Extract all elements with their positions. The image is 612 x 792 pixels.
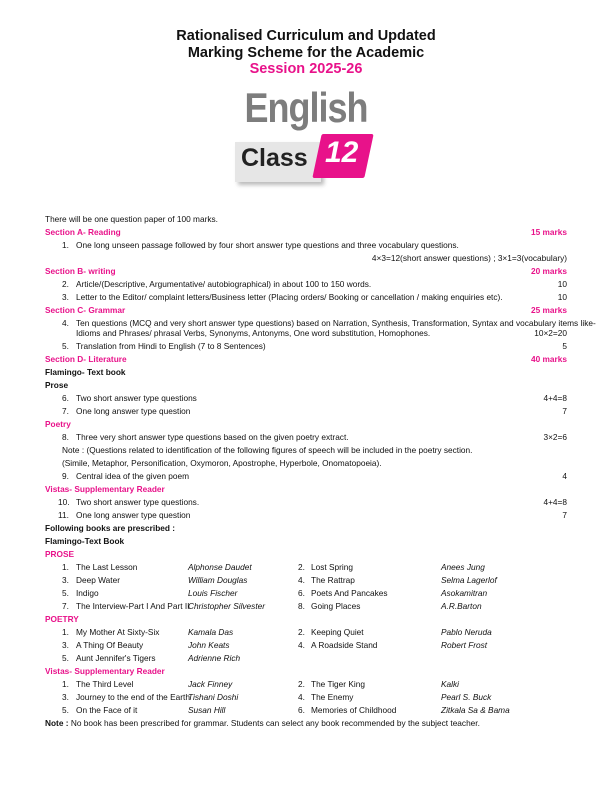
book-number: 2.: [298, 627, 305, 637]
question-6-marks: 4+4=8: [543, 393, 567, 403]
book-title: The Enemy: [311, 692, 354, 702]
question-8-marks: 3×2=6: [543, 432, 567, 442]
flamingo-textbook-heading: Flamingo-Text Book: [45, 536, 125, 546]
book-title: A Thing Of Beauty: [76, 640, 144, 650]
q-number: 10.: [58, 497, 70, 507]
flamingo-heading: Flamingo- Text book: [45, 367, 126, 377]
book-title: Deep Water: [76, 575, 120, 585]
book-title: Journey to the end of the Earth: [76, 692, 190, 702]
poetry-list-heading: POETRY: [45, 614, 79, 624]
book-author: Susan Hill: [188, 705, 226, 715]
book-author: Anees Jung: [441, 562, 485, 572]
book-number: 4.: [298, 692, 305, 702]
book-author: Louis Fischer: [188, 588, 238, 598]
book-author: Christopher Silvester: [188, 601, 266, 611]
book-author: Pablo Neruda: [441, 627, 492, 637]
book-title: My Mother At Sixty-Six: [76, 627, 160, 637]
book-title: Keeping Quiet: [311, 627, 364, 637]
question-9: Central idea of the given poem: [76, 471, 190, 481]
class-number: 12: [325, 136, 359, 169]
question-1: One long unseen passage followed by four short answer type questions and three vocabulary questions.: [76, 240, 459, 250]
class-label: Class: [241, 144, 308, 172]
question-4-line-1: Ten questions (MCQ and very short answer type questions) based on Narration, Synthesis, Transformation, Syntax and vocabulary items like-: [76, 318, 596, 328]
book-title: The Last Lesson: [76, 562, 138, 572]
question-5-marks: 5: [562, 341, 567, 351]
title-line-2: Marking Scheme for the Academic: [187, 44, 425, 61]
poetry-heading: Poetry: [45, 419, 71, 429]
title-block: [0, 28, 612, 61]
book-author: Pearl S. Buck: [441, 692, 492, 702]
q-number: 1.: [62, 240, 69, 250]
book-author: Jack Finney: [188, 679, 233, 689]
book-number: 3.: [62, 692, 69, 702]
q-number: 5.: [62, 341, 69, 351]
section-a-marks: 15 marks: [531, 227, 567, 237]
book-number: 8.: [298, 601, 305, 611]
book-number: 5.: [62, 653, 69, 663]
book-author: Zitkala Sa & Bama: [441, 705, 510, 715]
question-9-marks: 4: [562, 471, 567, 481]
question-6: Two short answer type questions: [76, 393, 197, 403]
book-number: 2.: [298, 562, 305, 572]
book-title: The Tiger King: [311, 679, 365, 689]
final-note-label: Note :: [45, 718, 69, 728]
book-title: Aunt Jennifer's Tigers: [76, 653, 156, 663]
book-title: Lost Spring: [311, 562, 353, 572]
book-number: 3.: [62, 640, 69, 650]
prose-heading: Prose: [45, 380, 69, 390]
q-number: 11.: [58, 510, 69, 520]
book-title: The Rattrap: [311, 575, 355, 585]
book-number: 1.: [62, 562, 69, 572]
book-number: 1.: [62, 627, 69, 637]
section-b-marks: 20 marks: [531, 266, 567, 276]
session-title: Session 2025-26: [249, 61, 363, 77]
section-c-title: Section C- Grammar: [45, 305, 126, 315]
question-11: One long answer type question: [76, 510, 191, 520]
books-heading: Following books are prescribed :: [45, 523, 176, 533]
prose-list-heading: PROSE: [45, 549, 75, 559]
book-title: On the Face of it: [76, 705, 138, 715]
q-number: 7.: [62, 406, 69, 416]
q-number: 6.: [62, 393, 69, 403]
book-author: Kalki: [441, 679, 459, 689]
poetry-note-2: (Simile, Metaphor, Personification, Oxymoron, Apostrophe, Hyperbole, Onomatopoeia).: [62, 458, 382, 468]
book-number: 3.: [62, 575, 69, 585]
section-c-marks: 25 marks: [531, 305, 567, 315]
book-author: A.R.Barton: [441, 601, 482, 611]
section-b-title: Section B- writing: [45, 266, 116, 276]
book-number: 6.: [298, 588, 305, 598]
book-author: Robert Frost: [441, 640, 488, 650]
book-number: 4.: [298, 640, 305, 650]
book-author: Tishani Doshi: [188, 692, 239, 702]
book-number: 2.: [298, 679, 305, 689]
question-11-marks: 7: [562, 510, 567, 520]
book-title: Going Places: [311, 601, 361, 611]
subject-title: English: [244, 84, 368, 132]
question-5: Translation from Hindi to English (7 to 8 Sentences): [76, 341, 266, 351]
book-author: Selma Lagerlof: [441, 575, 497, 585]
poetry-note-1: Note : (Questions related to identification of the following figures of speech will be included in the poetry section.: [62, 445, 473, 455]
title-line-1: Rationalised Curriculum and Updated: [176, 28, 436, 44]
intro-text: There will be one question paper of 100 marks.: [45, 214, 218, 224]
section-a-title: Section A- Reading: [45, 227, 121, 237]
book-author: John Keats: [188, 640, 230, 650]
question-2: Article/(Descriptive, Argumentative/ autobiographical) in about 100 to 150 words.: [76, 279, 372, 289]
section-d-title: Section D- Literature: [45, 354, 127, 364]
class-badge: [235, 134, 380, 186]
question-10: Two short answer type questions.: [76, 497, 200, 507]
book-number: 5.: [62, 705, 69, 715]
question-8: Three very short answer type questions based on the given poetry extract.: [76, 432, 349, 442]
book-title: Indigo: [76, 588, 99, 598]
question-4-line-2: Idioms and Phrases/ phrasal Verbs, Synonyms, Antonyms, One word substitution, Homophones.: [76, 328, 431, 338]
question-2-marks: 10: [557, 279, 567, 289]
book-number: 5.: [62, 588, 69, 598]
book-title: The Interview-Part I And Part II: [76, 601, 190, 611]
question-3-marks: 10: [557, 292, 567, 302]
book-title: Poets And Pancakes: [311, 588, 388, 598]
question-4-marks: 10×2=20: [534, 328, 567, 338]
vistas-list-heading: Vistas- Supplementary Reader: [45, 666, 165, 676]
question-10-marks: 4+4=8: [543, 497, 567, 507]
q-number: 3.: [62, 292, 69, 302]
book-title: Memories of Childhood: [311, 705, 397, 715]
book-title: A Roadside Stand: [311, 640, 378, 650]
book-title: The Third Level: [76, 679, 134, 689]
q-number: 4.: [62, 318, 69, 328]
question-7: One long answer type question: [76, 406, 191, 416]
vistas-heading: Vistas- Supplementary Reader: [45, 484, 165, 494]
q-number: 9.: [62, 471, 69, 481]
final-note-text: No book has been prescribed for grammar. Students can select any book recommended by the subject teacher.: [70, 718, 480, 728]
q-number: 8.: [62, 432, 69, 442]
book-number: 6.: [298, 705, 305, 715]
question-7-marks: 7: [562, 406, 567, 416]
section-d-marks: 40 marks: [531, 354, 567, 364]
book-number: 1.: [62, 679, 69, 689]
book-author: Asokamitran: [441, 588, 488, 598]
q-number: 2.: [62, 279, 69, 289]
book-number: 4.: [298, 575, 305, 585]
book-author: Alphonse Daudet: [188, 562, 252, 572]
book-author: Kamala Das: [188, 627, 234, 637]
final-note: [45, 718, 480, 728]
question-1-marks: 4×3=12(short answer questions) ; 3×1=3(vocabulary): [371, 253, 567, 263]
book-author: Adrienne Rich: [188, 653, 241, 663]
book-author: William Douglas: [188, 575, 248, 585]
question-3: Letter to the Editor/ complaint letters/Business letter (Placing orders/ Booking or cancellation / making enquiries etc).: [76, 292, 503, 302]
book-number: 7.: [62, 601, 69, 611]
